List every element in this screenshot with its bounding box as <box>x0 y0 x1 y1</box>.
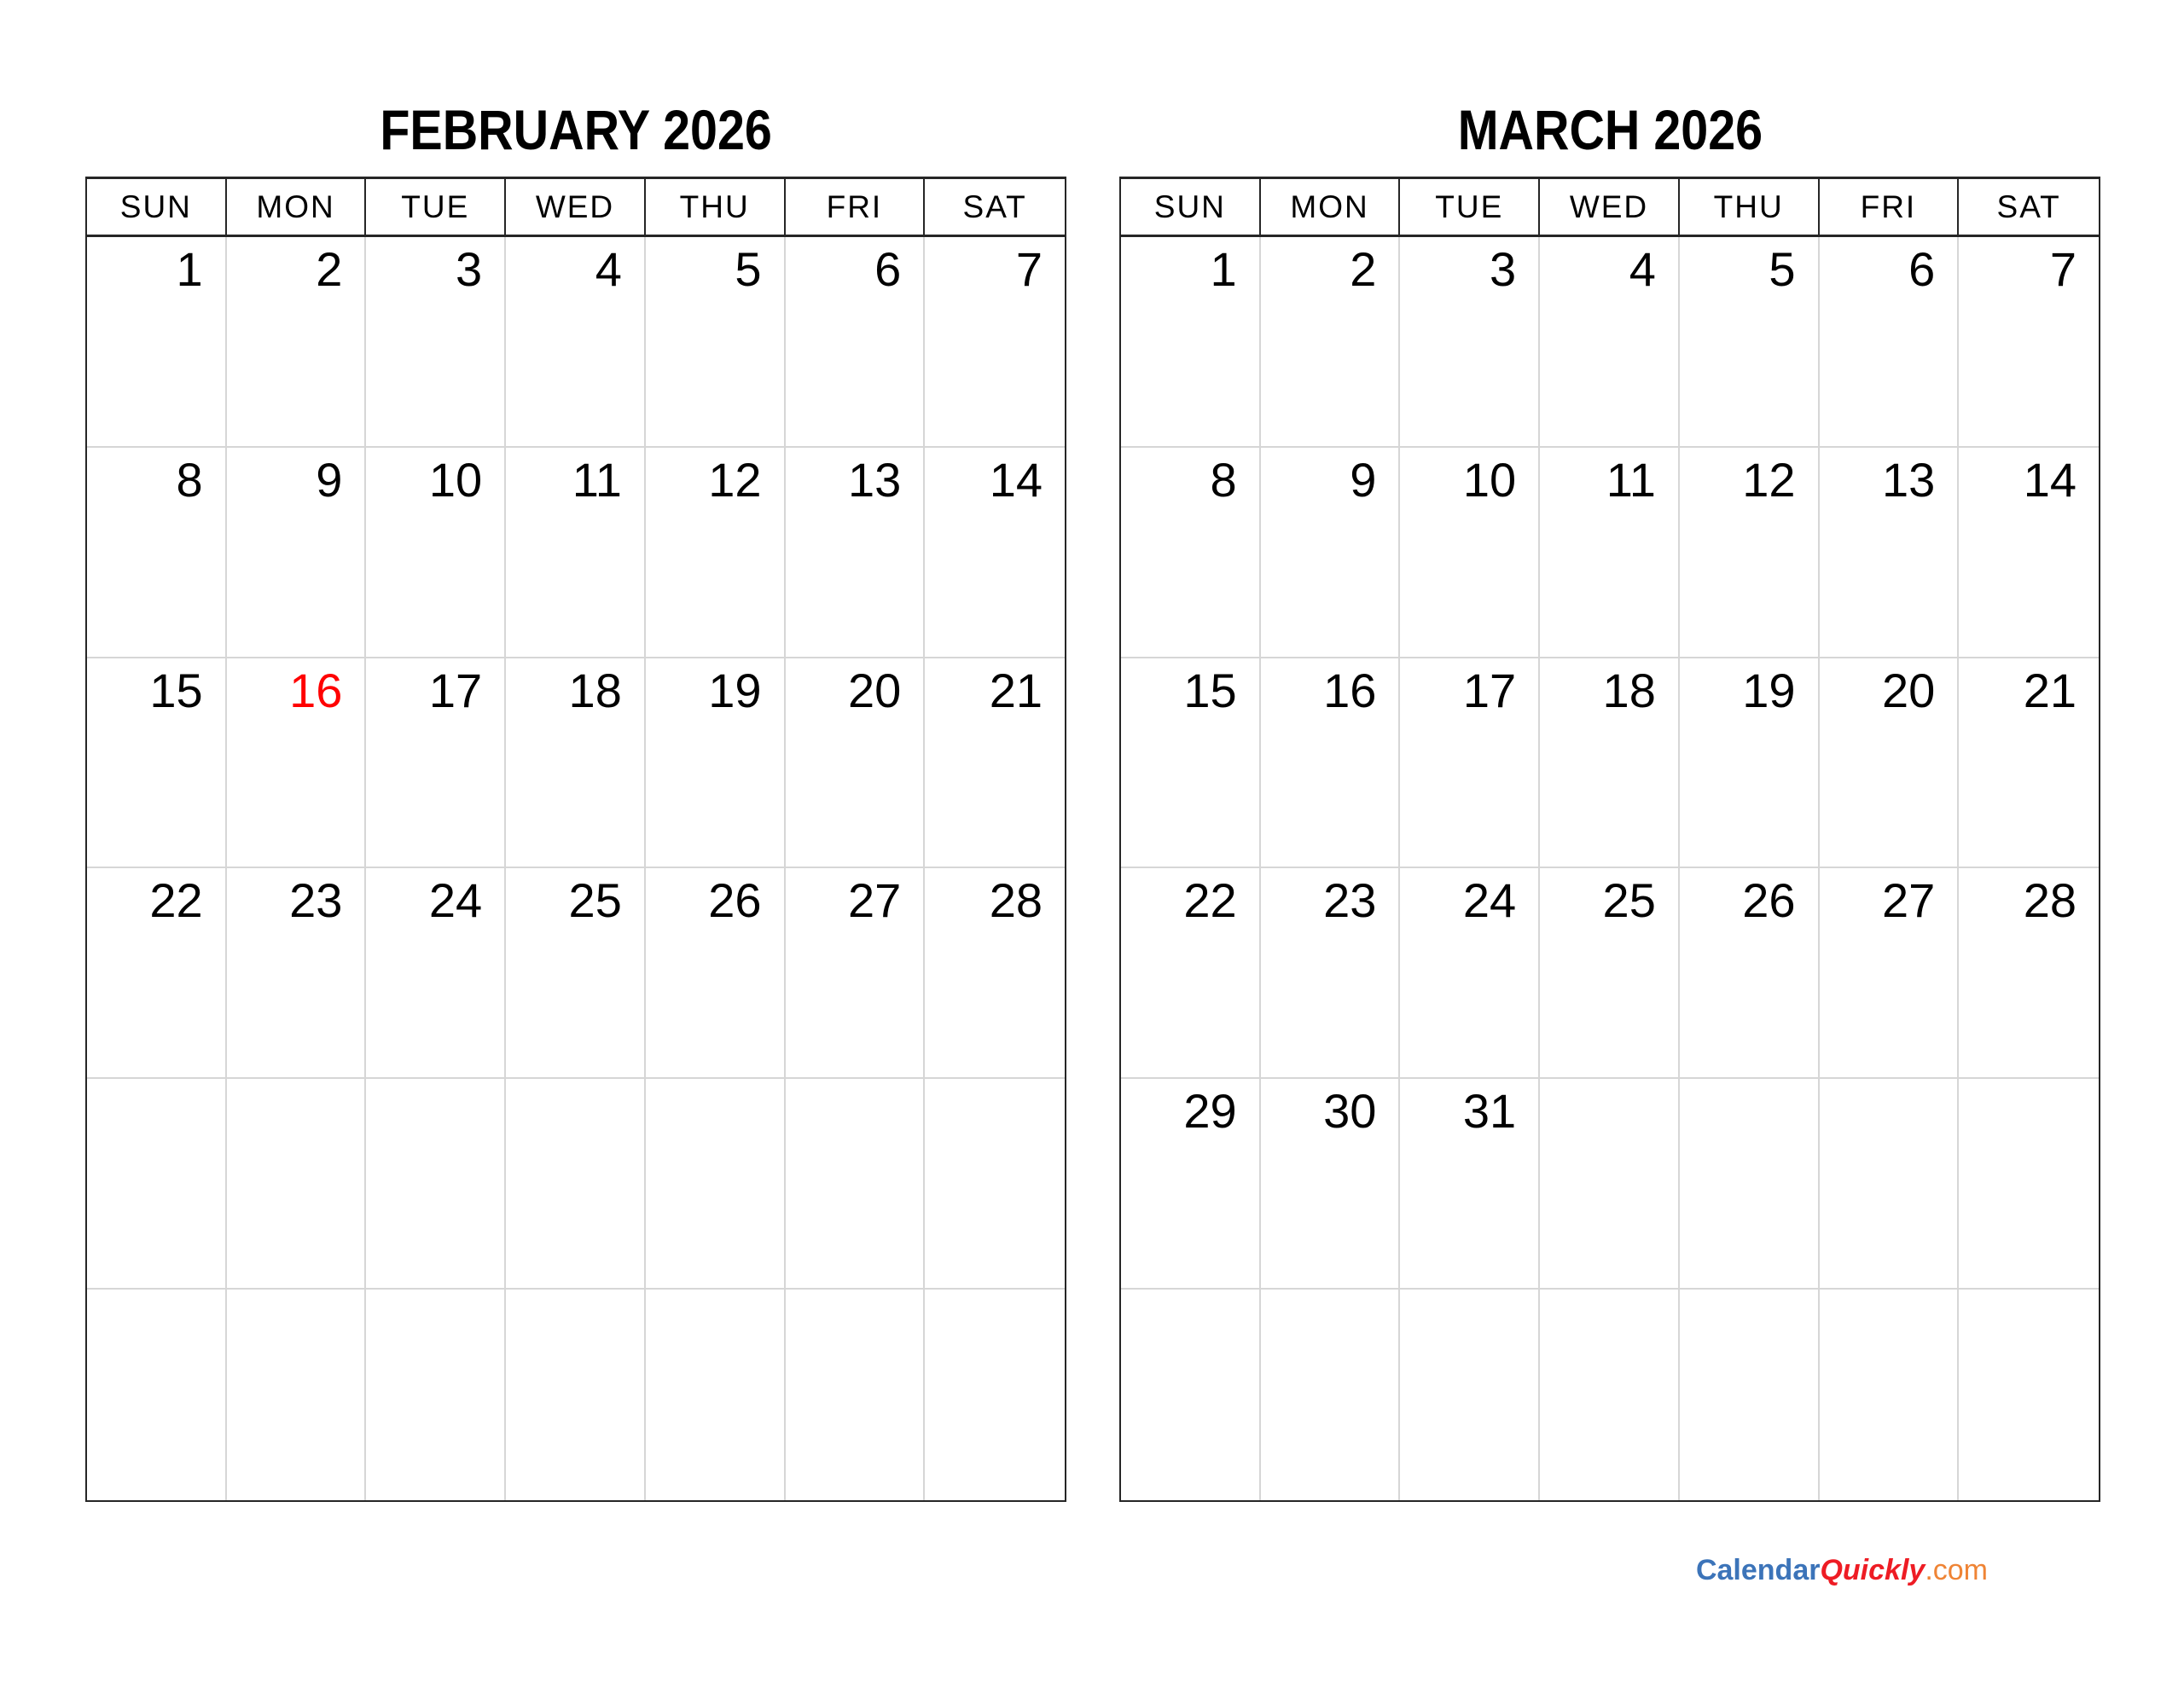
month-title-text: FEBRUARY 2026 <box>380 98 772 161</box>
date-cell-9: 9 <box>227 448 367 658</box>
calendarquickly-logo[interactable] <box>1696 1554 1988 1587</box>
date-cell-22: 22 <box>1121 868 1261 1079</box>
date-cell-2: 2 <box>1261 237 1401 448</box>
date-cell-14: 14 <box>925 448 1065 658</box>
date-cell-26: 26 <box>646 868 786 1079</box>
calendar-grid-march <box>1119 177 2100 1502</box>
date-cell-4: 4 <box>1540 237 1680 448</box>
date-cell-31: 31 <box>1400 1079 1540 1290</box>
date-cell-17: 17 <box>366 658 506 869</box>
date-cell-28: 28 <box>925 868 1065 1079</box>
empty-date-cell <box>366 1079 506 1290</box>
empty-date-cell <box>1121 1290 1261 1500</box>
date-cell-20: 20 <box>786 658 926 869</box>
empty-date-cell <box>925 1079 1065 1290</box>
empty-date-cell <box>1540 1079 1680 1290</box>
date-cell-16: 16 <box>227 658 367 869</box>
empty-date-cell <box>227 1079 367 1290</box>
day-header-sat: SAT <box>925 179 1065 237</box>
date-cell-15: 15 <box>87 658 227 869</box>
day-header-tue: TUE <box>1400 179 1540 237</box>
day-header-mon: MON <box>227 179 367 237</box>
date-cell-11: 11 <box>506 448 646 658</box>
day-header-wed: WED <box>1540 179 1680 237</box>
empty-date-cell <box>227 1290 367 1500</box>
date-cell-3: 3 <box>1400 237 1540 448</box>
date-cell-21: 21 <box>1959 658 2099 869</box>
empty-date-cell <box>1400 1290 1540 1500</box>
date-cell-27: 27 <box>786 868 926 1079</box>
day-header-thu: THU <box>646 179 786 237</box>
month-title-march <box>1119 96 2100 164</box>
date-cell-16: 16 <box>1261 658 1401 869</box>
empty-date-cell <box>925 1290 1065 1500</box>
empty-date-cell <box>1680 1290 1820 1500</box>
date-cell-20: 20 <box>1820 658 1960 869</box>
day-header-thu: THU <box>1680 179 1820 237</box>
date-cell-25: 25 <box>1540 868 1680 1079</box>
empty-date-cell <box>366 1290 506 1500</box>
date-cell-27: 27 <box>1820 868 1960 1079</box>
date-cell-26: 26 <box>1680 868 1820 1079</box>
date-cell-25: 25 <box>506 868 646 1079</box>
date-cell-5: 5 <box>646 237 786 448</box>
month-title-text: MARCH 2026 <box>1457 98 1763 161</box>
date-cell-14: 14 <box>1959 448 2099 658</box>
calendar-grid-february <box>85 177 1066 1502</box>
date-cell-17: 17 <box>1400 658 1540 869</box>
date-cell-12: 12 <box>646 448 786 658</box>
date-cell-7: 7 <box>925 237 1065 448</box>
day-header-fri: FRI <box>786 179 926 237</box>
day-header-fri: FRI <box>1820 179 1960 237</box>
date-cell-6: 6 <box>786 237 926 448</box>
empty-date-cell <box>1820 1079 1960 1290</box>
date-cell-18: 18 <box>1540 658 1680 869</box>
month-title-february <box>85 96 1066 164</box>
date-cell-22: 22 <box>87 868 227 1079</box>
date-cell-21: 21 <box>925 658 1065 869</box>
empty-date-cell <box>1959 1079 2099 1290</box>
date-cell-12: 12 <box>1680 448 1820 658</box>
empty-date-cell <box>646 1290 786 1500</box>
empty-date-cell <box>87 1290 227 1500</box>
date-cell-24: 24 <box>1400 868 1540 1079</box>
date-cell-10: 10 <box>366 448 506 658</box>
date-cell-19: 19 <box>1680 658 1820 869</box>
logo-part-calendar: Calendar <box>1695 1554 1821 1586</box>
day-header-sun: SUN <box>87 179 227 237</box>
day-header-sat: SAT <box>1959 179 2099 237</box>
empty-date-cell <box>506 1079 646 1290</box>
date-cell-18: 18 <box>506 658 646 869</box>
date-cell-10: 10 <box>1400 448 1540 658</box>
date-cell-11: 11 <box>1540 448 1680 658</box>
date-cell-7: 7 <box>1959 237 2099 448</box>
date-cell-13: 13 <box>1820 448 1960 658</box>
empty-date-cell <box>1959 1290 2099 1500</box>
empty-date-cell <box>1820 1290 1960 1500</box>
date-cell-24: 24 <box>366 868 506 1079</box>
empty-date-cell <box>1540 1290 1680 1500</box>
date-cell-29: 29 <box>1121 1079 1261 1290</box>
logo-part-quickly: Quickly <box>1820 1554 1926 1586</box>
date-cell-8: 8 <box>1121 448 1261 658</box>
date-cell-1: 1 <box>87 237 227 448</box>
date-cell-6: 6 <box>1820 237 1960 448</box>
date-cell-23: 23 <box>1261 868 1401 1079</box>
day-header-tue: TUE <box>366 179 506 237</box>
day-header-sun: SUN <box>1121 179 1261 237</box>
empty-date-cell <box>786 1079 926 1290</box>
logo-part-com: .com <box>1925 1554 1988 1586</box>
date-cell-5: 5 <box>1680 237 1820 448</box>
date-cell-19: 19 <box>646 658 786 869</box>
empty-date-cell <box>87 1079 227 1290</box>
empty-date-cell <box>1261 1290 1401 1500</box>
date-cell-1: 1 <box>1121 237 1261 448</box>
date-cell-2: 2 <box>227 237 367 448</box>
date-cell-28: 28 <box>1959 868 2099 1079</box>
day-header-wed: WED <box>506 179 646 237</box>
date-cell-13: 13 <box>786 448 926 658</box>
empty-date-cell <box>786 1290 926 1500</box>
date-cell-8: 8 <box>87 448 227 658</box>
empty-date-cell <box>1680 1079 1820 1290</box>
date-cell-15: 15 <box>1121 658 1261 869</box>
day-header-mon: MON <box>1261 179 1401 237</box>
date-cell-4: 4 <box>506 237 646 448</box>
date-cell-23: 23 <box>227 868 367 1079</box>
empty-date-cell <box>646 1079 786 1290</box>
date-cell-30: 30 <box>1261 1079 1401 1290</box>
date-cell-3: 3 <box>366 237 506 448</box>
date-cell-9: 9 <box>1261 448 1401 658</box>
empty-date-cell <box>506 1290 646 1500</box>
